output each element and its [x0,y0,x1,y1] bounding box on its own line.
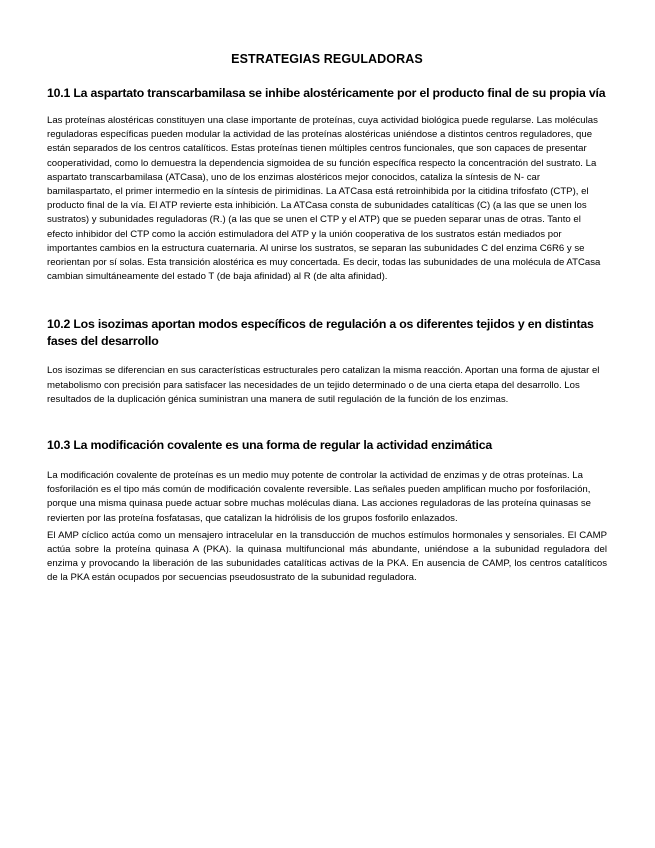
section-paragraph-10-3: La modificación covalente de proteínas es un medio muy potente de controlar la actividad de enzimas y de otras proteínas. La fosforilación es el tipo más común de modificación covalente reversible. Las señales pueden amplifican mucho por fosforilación, porque una misma quinasa puede actuar sobre muchas moléculas diana. Las acciones reguladoras de las proteína quinasas se revierten por las proteína fosfatasas, que catalizan la hidrólisis de los grupos fosforilo enlazados. [47,470,591,524]
section-paragraph-10-1: Las proteínas alostéricas constituyen una clase importante de proteínas, cuya actividad biológica puede regularse. Las moléculas reguladoras específicas pueden modular la actividad de las proteínas alostéricas uniéndose a distintos centros reguladores, que están separados de los centros catalíticos. Estas proteínas tienen múltiples centros funcionales, que son capaces de presentar cooperatividad, como lo demuestra la dependencia sigmoidea de su función específica respecto la concentración del sustrato. La aspartato transcarbamilasa (ATCasa), uno de los enzimas alostéricos mejor conocidos, cataliza la síntesis de N- car bamilaspartato, el primer intermedio en la síntesis de pirimidinas. La ATCasa está retroinhibida por la citidina trifosfato (CTP), el producto final de la vía. El ATP revierte esta inhibición. La ATCasa consta de subunidades catalíticas (C) (a las que se unen los sustratos) y subunidades reguladoras (R.) (a las que se unen el CTP y el ATP) que se pueden separar unas de otras. Tanto el efecto inhibidor del CTP como la acción estimuladora del ATP y la unión cooperativa de los sustratos están mediados por importantes cambios en la estructura cuaternaria. Al unirse los sustratos, se separan las subunidades C del enzima C6R6 y se reorientan por sí solas. Esta transición alostérica es muy concertada. Es decir, todas las subunidades de una molécula de ATCasa cambian simultáneamente del estado T (de baja afinidad) al R (de alta afinidad). [47,115,601,283]
page-title: ESTRATEGIAS REGULADORAS [231,52,423,66]
section-heading-10-2: 10.2 Los isozimas aportan modos específicos de regulación a os diferentes tejidos y en distintas fases del desarrollo [47,317,594,349]
section-paragraph-10-3-camp: El AMP cíclico actúa como un mensajero intracelular en la transducción de muchos estímulos hormonales y sensoriales. El CAMP actúa sobre la proteína quinasa A (PKA). la quinasa multifuncional más abundante, uniéndose a la subunidad reguladora del enzima y provocando la liberación de las subunidades catalíticas activas de la PKA. En ausencia de CAMP, los centros catalíticos de la PKA están ocupados por secuencias pseudosustrato de la subunidad reguladora. [47,529,607,584]
section-heading-10-1: 10.1 La aspartato transcarbamilasa se inhibe alostéricamente por el producto final de su propia vía [47,86,606,100]
document-page [47,52,607,586]
section-heading-10-3: 10.3 La modificación covalente es una forma de regular la actividad enzimática [47,438,493,453]
section-paragraph-10-2: Los isozimas se diferencian en sus características estructurales pero catalizan la misma reacción. Aportan una forma de ajustar el metabolismo con precisión para satisfacer las necesidades de un tejido determinado o de una cierta etapa del desarrollo. Los resultados de la duplicación génica suministran una manera de sutil regulación de la función de los enzimas. [47,365,600,405]
